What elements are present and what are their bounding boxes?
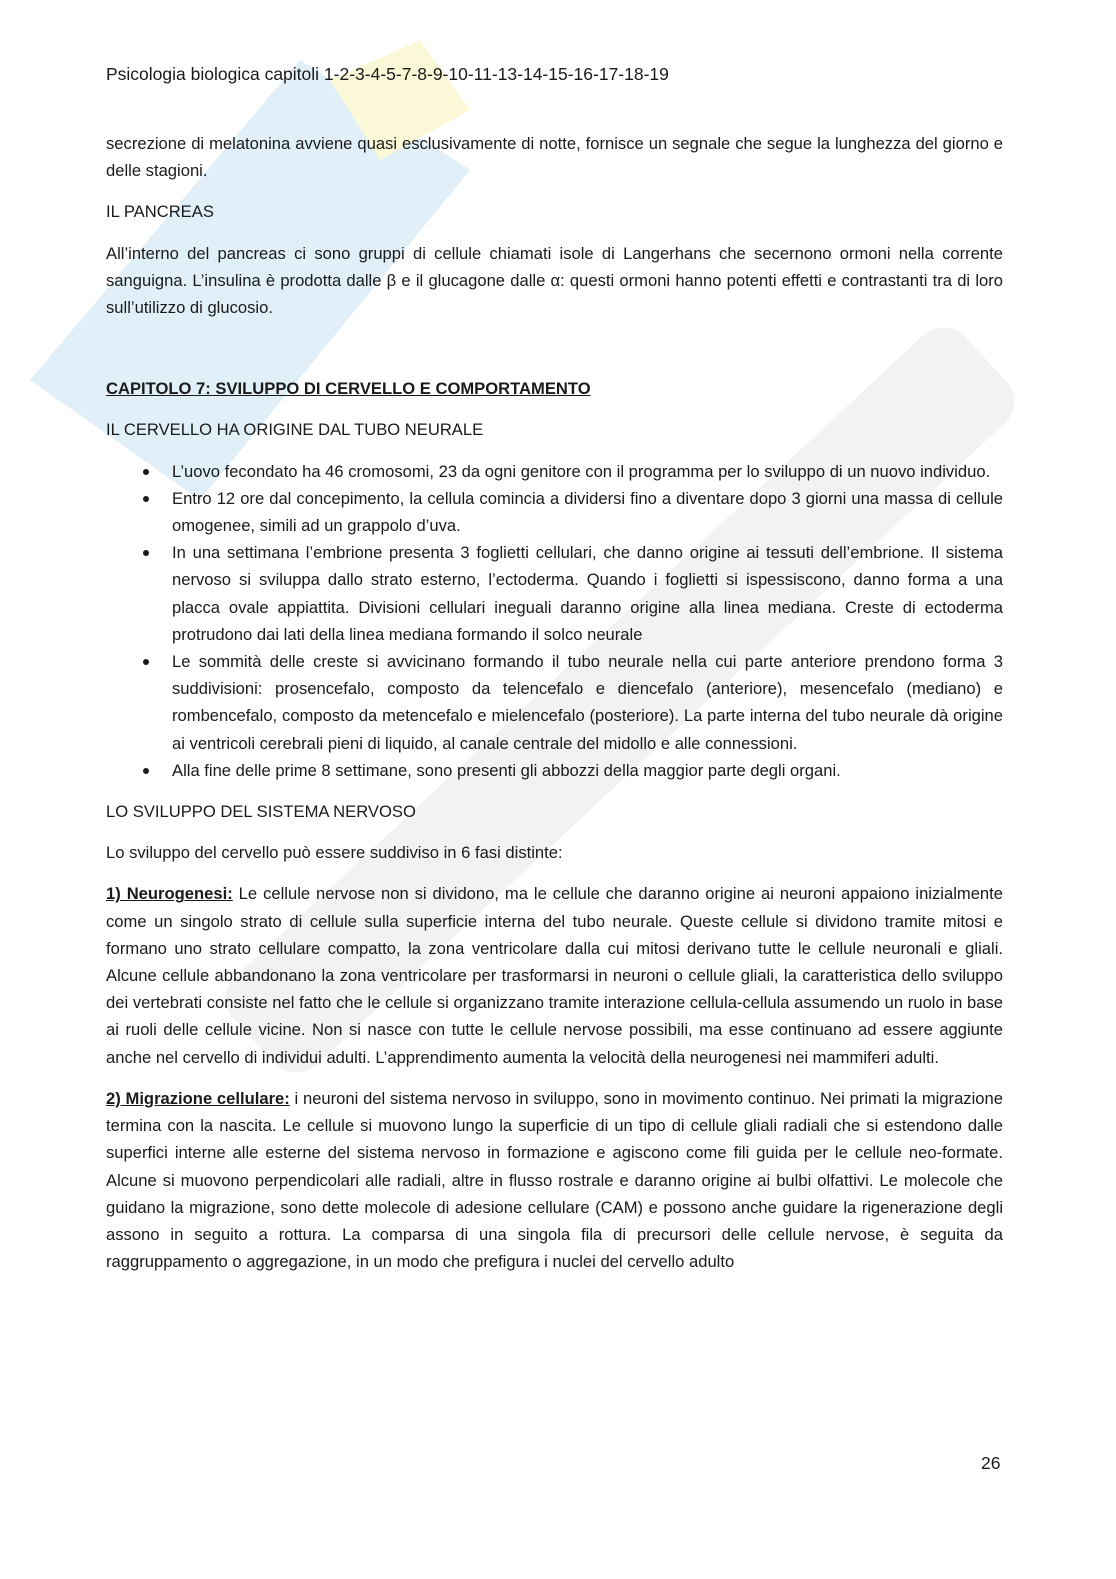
bullet-icon (143, 496, 149, 502)
chapter-title: CAPITOLO 7: SVILUPPO DI CERVELLO E COMPORTAMENTO (106, 379, 591, 399)
document-body (106, 130, 1003, 1289)
neurogenesi-paragraph (106, 880, 1003, 1070)
list-item (172, 648, 1003, 757)
section-heading-tubo-neurale: IL CERVELLO HA ORIGINE DAL TUBO NEURALE (106, 420, 484, 440)
list-item-text: L’uovo fecondato ha 46 cromosomi, 23 da ogni genitore con il programma per lo sviluppo di un nuovo individuo. (172, 461, 991, 481)
migrazione-text: i neuroni del sistema nervoso in sviluppo, sono in movimento continuo. Nei primati la migrazione termina con la nascita. Le cellule si muovono lungo la superficie di un tipo di cellule gliali radiali che si estendono dalle superfici interne alle esterne del sistema nervoso in formazione e agiscono come fili guida per le cellule neo-formate. Alcune si muovono perpendicolari alle radiali, altre in flusso rostrale e daranno origine ai bulbi olfattivi. Le molecole che guidano la migrazione, sono dette molecole di adesione cellulare (CAM) e possono anche guidare la rigenerazione degli assono in seguito a rottura. La comparsa di una singola fila di precursori delle cellule nervose, è seguita da raggruppamento o aggregazione, in un modo che prefigura i nuclei del cervello adulto (106, 1088, 1003, 1272)
section-heading-sviluppo: LO SVILUPPO DEL SISTEMA NERVOSO (106, 802, 416, 822)
page-number: 26 (981, 1453, 1001, 1473)
intro-paragraph: secrezione di melatonina avviene quasi esclusivamente di notte, fornisce un segnale che segue la lunghezza del giorno e delle stagioni. (106, 134, 1003, 181)
pancreas-heading: IL PANCREAS (106, 202, 214, 222)
neurogenesi-label: 1) Neurogenesi: (106, 884, 233, 904)
list-item (172, 757, 1003, 784)
page-header: Psicologia biologica capitoli 1-2-3-4-5-7-8-9-10-11-13-14-15-16-17-18-19 (106, 64, 669, 84)
bullet-icon (143, 768, 149, 774)
pancreas-paragraph: All’interno del pancreas ci sono gruppi di cellule chiamati isole di Langerhans che secernono ormoni nella corrente sanguigna. L’insulina è prodotta dalle β e il glucagone dalle α: questi ormoni hanno potenti effetti e contrastanti tra di loro sull’utilizzo di glucosio. (106, 243, 1003, 318)
bullet-icon (143, 469, 149, 475)
list-item (172, 458, 1003, 485)
bullet-icon (143, 550, 149, 556)
neurogenesi-text: Le cellule nervose non si dividono, ma le cellule che daranno origine ai neuroni appaiono inizialmente come un singolo strato di cellule sulla superficie interna del tubo neurale. Queste cellule si dividono tramite mitosi e formano uno strato cellulare compatto, la zona ventricolare dalla cui mitosi derivano tutte le cellule neuronali e gliali. Alcune cellule abbandonano la zona ventricolare per trasformarsi in neuroni o cellule gliali, la caratteristica dello sviluppo dei vertebrati consiste nel fatto che le cellule si organizzano tramite interazione cellula-cellula assumendo un ruolo in base ai ruoli delle cellule vicine. Non si nasce con tutte le cellule nervose possibili, ma esse continuano ad essere aggiunte anche nel cervello di individui adulti. L’apprendimento aumenta la velocità della neurogenesi nei mammiferi adulti. (106, 884, 1003, 1067)
section-intro-paragraph: Lo sviluppo del cervello può essere suddiviso in 6 fasi distinte: (106, 843, 563, 863)
list-item-text: Le sommità delle creste si avvicinano formando il tubo neurale nella cui parte anteriore prendono forma 3 suddivisioni: prosencefalo, composto da telencefalo e diencefalo (anteriore), mesencefalo (mediano) e rombencefalo, composto da metencefalo e mielencefalo (posteriore). La parte interna del tubo neurale dà origine ai ventricoli cerebrali pieni di liquido, al canale centrale del midollo e alle connessioni. (172, 652, 1003, 753)
list-item-text: In una settimana l’embrione presenta 3 foglietti cellulari, che danno origine ai tessuti dell’embrione. Il sistema nervoso si sviluppa dallo strato esterno, l’ectoderma. Quando i foglietti si ispessiscono, danno forma a una placca ovale appiattita. Divisioni cellulari ineguali daranno origine alla linea mediana. Creste di ectoderma protrudono dai lati della linea mediana formando il solco neurale (172, 543, 1003, 644)
bullet-icon (143, 659, 149, 665)
list-item (172, 485, 1003, 539)
migrazione-label: 2) Migrazione cellulare: (106, 1088, 290, 1108)
bullet-list (106, 458, 1003, 784)
migrazione-paragraph (106, 1085, 1003, 1275)
list-item (172, 539, 1003, 648)
list-item-text: Alla fine delle prime 8 settimane, sono presenti gli abbozzi della maggior parte degli organi. (172, 760, 841, 780)
list-item-text: Entro 12 ore dal concepimento, la cellula comincia a dividersi fino a diventare dopo 3 giorni una massa di cellule omogenee, simili ad un grappolo d’uva. (172, 488, 1003, 536)
